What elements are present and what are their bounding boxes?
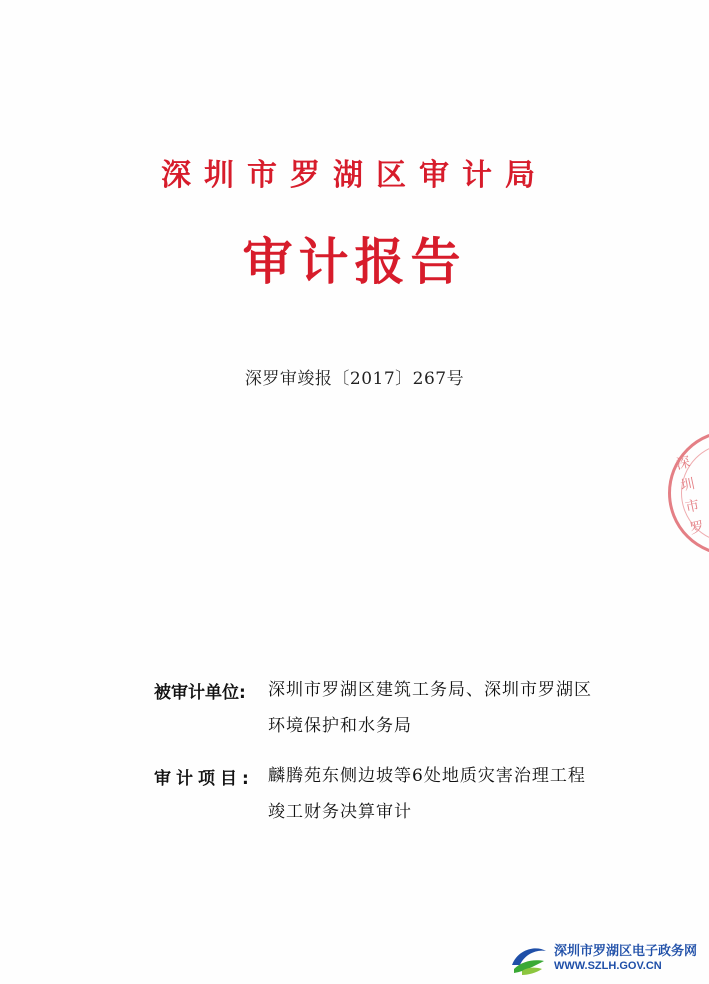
official-seal-stamp (668, 430, 709, 556)
site-watermark-logo (508, 938, 704, 980)
logo-text-block (554, 944, 697, 974)
site-name: 深圳市罗湖区电子政务网 (554, 944, 698, 959)
audit-project-row (154, 764, 634, 836)
document-number: 深罗审竣报〔2017〕267号 (244, 369, 465, 389)
audit-project-values (268, 764, 634, 836)
agency-title: 深圳市罗湖区审计局 (161, 158, 548, 193)
audit-project-line: 竣工财务决算审计 (268, 802, 412, 822)
audited-unit-line: 环境保护和水务局 (268, 716, 412, 736)
swirl-logo-icon (508, 941, 550, 977)
audit-info-block (154, 678, 634, 836)
audit-project-label: 审计项目: (154, 769, 254, 789)
report-title: 审计报告 (242, 233, 467, 291)
audited-unit-label: 被审计单位: (154, 683, 246, 703)
audit-project-line: 麟腾苑东侧边坡等6处地质灾害治理工程 (268, 766, 586, 786)
audited-unit-row (154, 678, 634, 750)
audited-unit-line: 深圳市罗湖区建筑工务局、深圳市罗湖区 (268, 680, 592, 700)
seal-text: 深圳市罗 (674, 454, 706, 538)
site-url: WWW.SZLH.GOV.CN (554, 960, 662, 972)
audited-unit-values (268, 678, 634, 750)
